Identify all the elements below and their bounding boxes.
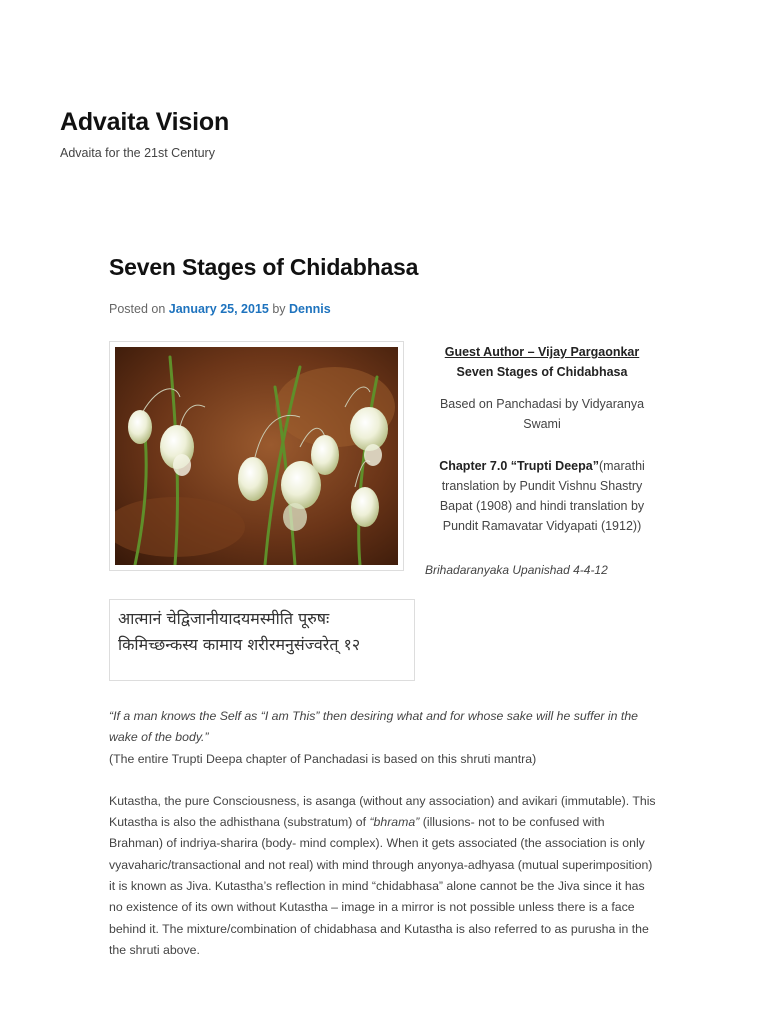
sanskrit-line-2: किमिच्छन्कस्य कामाय शरीरमनुसंज्वरेत् १२ (118, 635, 361, 654)
intro-subtitle: Seven Stages of Chidabhasa (456, 365, 628, 379)
post-date-link[interactable]: January 25, 2015 (168, 302, 269, 316)
posted-on-label: Posted on (109, 302, 166, 316)
chapter-heading: Chapter 7.0 “Trupti Deepa” (439, 459, 599, 473)
chapter-text (432, 456, 652, 536)
kutastha-paragraph (109, 791, 659, 961)
site-header (60, 108, 229, 160)
post-meta (109, 302, 331, 316)
site-title-link[interactable]: Advaita Vision (60, 108, 230, 136)
intro-column (432, 342, 652, 536)
bhrama-term: “bhrama” (369, 815, 420, 830)
by-label: by (272, 302, 286, 316)
flowers-image (109, 341, 404, 571)
paragraph-part-1: Kutastha, the pure Consciousness, is asanga (without any association) and avikari (immutable). This Kutastha is also the adhisthana (substratum) of (109, 793, 656, 830)
site-description: Advaita for the 21st Century (60, 146, 215, 160)
sanskrit-verse-image (109, 599, 415, 681)
chapter-detail: (marathi translation by Pundit Vishnu Shastry Bapat (1908) and hindi translation by Pundit Ramavatar Vidyapati (1912)) (439, 459, 645, 533)
sanskrit-line-1: आत्मानं चेद्विजानीयादयमस्मीति पूरुषः (118, 609, 330, 628)
guest-author-link[interactable]: Guest Author – Vijay Pargaonkar (444, 345, 640, 359)
paragraph-part-2: (illusions- not to be confused with Brahman) of indriya-sharira (body- mind complex). When it gets associated (the association is only vyavaharic/transactional and not real) with mind through anyonya-adhyasa (mutual superimposition) it is known as Jiva. Kutastha’s reflection in mind “chidabhasa” alone cannot be the Jiva since it has no existence of its own without Kutastha – image in a mirror is not possible unless there is a face behind it. The mixture/combination of chidabhasa and Kutastha is also referred to as purusha in the the shruti above. (109, 815, 653, 957)
upanishad-citation: Brihadaranyaka Upanishad 4-4-12 (425, 563, 608, 577)
verse-translation: “If a man knows the Self as “I am This” then desiring what and for whose sake will he suffer in the wake of the body.” (109, 709, 639, 745)
verse-note: (The entire Trupti Deepa chapter of Panchadasi is based on this shruti mantra) (109, 751, 537, 766)
author-link[interactable]: Dennis (289, 302, 331, 316)
post-content (109, 706, 659, 961)
flowers-photo (115, 347, 398, 565)
based-on-text: Based on Panchadasi by Vidyaranya Swami (439, 397, 645, 431)
post-title: Seven Stages of Chidabhasa (109, 254, 419, 280)
